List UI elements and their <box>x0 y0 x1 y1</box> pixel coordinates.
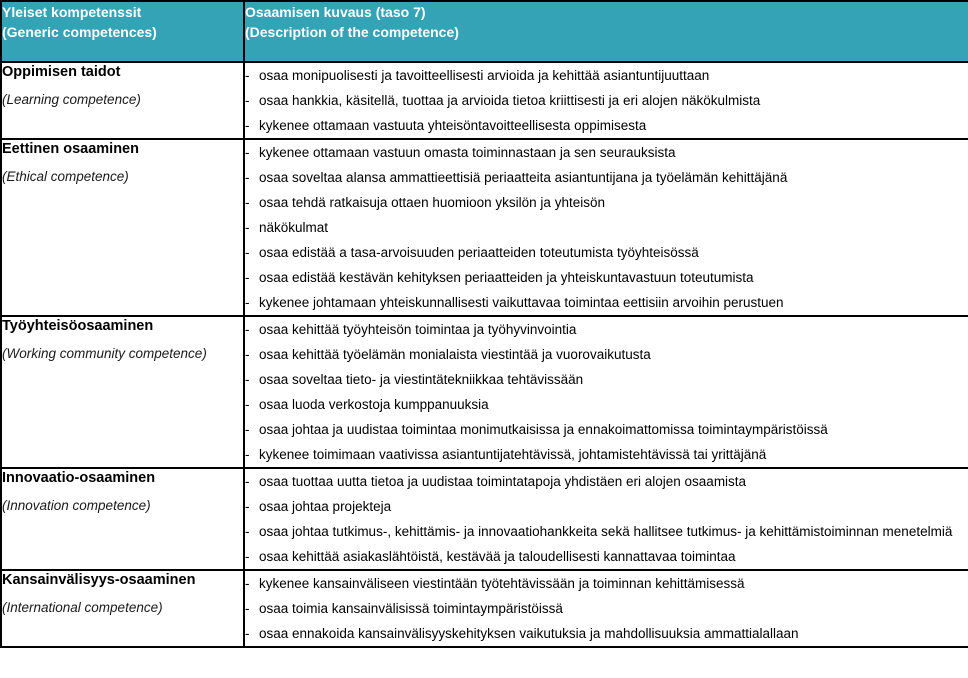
description-item <box>245 442 968 467</box>
description-item-text: osaa johtaa projekteja <box>259 499 392 514</box>
description-item <box>245 571 968 596</box>
description-item-text: kykenee toimimaan vaativissa asiantuntijatehtävissä, johtamistehtävissä tai yrittäjänä <box>259 447 767 462</box>
competence-description-cell <box>244 468 968 570</box>
description-item-text: osaa ennakoida kansainvälisyyskehityksen vaikutuksia ja mahdollisuuksia ammattialallaan <box>259 626 799 641</box>
header-cell-generic-competences <box>1 1 244 62</box>
description-item <box>245 113 968 138</box>
description-item <box>245 140 968 165</box>
description-item <box>245 519 968 544</box>
description-item <box>245 494 968 519</box>
competence-subtitle: (Working community competence) <box>2 346 207 361</box>
competence-subtitle: (Innovation competence) <box>2 498 151 513</box>
table-row <box>1 316 968 468</box>
description-item-text: kykenee ottamaan vastuuta yhteisöntavoitteellisesta oppimisesta <box>259 118 647 133</box>
bullet-dash: - <box>245 422 250 437</box>
bullet-dash: - <box>245 447 250 462</box>
description-item <box>245 469 968 494</box>
description-item-text: kykenee ottamaan vastuun omasta toiminnastaan ja sen seurauksista <box>259 145 676 160</box>
header-cell-competence-description <box>244 1 968 62</box>
competence-subtitle: (International competence) <box>2 600 163 615</box>
description-item <box>245 596 968 621</box>
description-item-text: osaa monipuolisesti ja tavoitteellisesti arvioida ja kehittää asiantuntijuuttaan <box>259 68 710 83</box>
competence-description-cell <box>244 570 968 647</box>
table-row <box>1 468 968 570</box>
table-row <box>1 570 968 647</box>
bullet-dash: - <box>245 499 250 514</box>
description-item-text: osaa tehdä ratkaisuja ottaen huomioon yksilön ja yhteisön <box>259 195 605 210</box>
description-item <box>245 190 968 215</box>
bullet-dash: - <box>245 118 250 133</box>
competence-subtitle: (Learning competence) <box>2 92 141 107</box>
competence-description-cell <box>244 62 968 139</box>
description-item <box>245 63 968 88</box>
description-item-text: osaa luoda verkostoja kumppanuuksia <box>259 397 489 412</box>
competence-name-cell <box>1 139 244 316</box>
description-item <box>245 367 968 392</box>
table-header <box>1 1 968 62</box>
description-item <box>245 240 968 265</box>
header-competence-description-en: (Description of the competence) <box>245 24 459 40</box>
description-item <box>245 265 968 290</box>
bullet-dash: - <box>245 195 250 210</box>
bullet-dash: - <box>245 220 250 235</box>
description-item <box>245 417 968 442</box>
description-item <box>245 621 968 646</box>
description-item <box>245 88 968 113</box>
bullet-dash: - <box>245 372 250 387</box>
bullet-dash: - <box>245 524 250 539</box>
description-item-text: kykenee kansainväliseen viestintään työtehtävissään ja toiminnan kehittämisessä <box>259 576 745 591</box>
bullet-dash: - <box>245 397 250 412</box>
description-item <box>245 342 968 367</box>
competence-subtitle: (Ethical competence) <box>2 169 129 184</box>
description-item-text: osaa soveltaa alansa ammattieettisiä periaatteita asiantuntijana ja työelämän kehittäjänä <box>259 170 788 185</box>
description-item-text: osaa kehittää asiakaslähtöistä, kestävää ja taloudellisesti kannattavaa toimintaa <box>259 549 736 564</box>
bullet-dash: - <box>245 145 250 160</box>
description-item <box>245 290 968 315</box>
table-body <box>1 62 968 647</box>
competence-title: Oppimisen taidot <box>2 64 121 80</box>
table-row <box>1 62 968 139</box>
competence-name-cell <box>1 62 244 139</box>
competence-title: Työyhteisöosaaminen <box>2 318 154 334</box>
bullet-dash: - <box>245 270 250 285</box>
bullet-dash: - <box>245 93 250 108</box>
description-item <box>245 317 968 342</box>
description-item-text: osaa edistää kestävän kehityksen periaatteiden ja yhteiskuntavastuun toteutumista <box>259 270 754 285</box>
competence-title: Eettinen osaaminen <box>2 141 139 157</box>
header-row <box>1 1 968 62</box>
competence-description-cell <box>244 139 968 316</box>
description-item-text: osaa toimia kansainvälisissä toimintaympäristöissä <box>259 601 563 616</box>
competence-description-cell <box>244 316 968 468</box>
bullet-dash: - <box>245 245 250 260</box>
bullet-dash: - <box>245 601 250 616</box>
description-item-text: osaa tuottaa uutta tietoa ja uudistaa toimintatapoja yhdistäen eri alojen osaamista <box>259 474 747 489</box>
description-item <box>245 165 968 190</box>
bullet-dash: - <box>245 347 250 362</box>
description-item <box>245 392 968 417</box>
bullet-dash: - <box>245 576 250 591</box>
bullet-dash: - <box>245 626 250 641</box>
bullet-dash: - <box>245 474 250 489</box>
description-item-text: osaa kehittää työelämän monialaista viestintää ja vuorovaikutusta <box>259 347 651 362</box>
competence-name-cell <box>1 570 244 647</box>
competence-name-cell <box>1 316 244 468</box>
description-item <box>245 215 968 240</box>
header-competence-description-fi: Osaamisen kuvaus (taso 7) <box>245 4 426 20</box>
competence-title: Innovaatio-osaaminen <box>2 470 156 486</box>
description-item-text: kykenee johtamaan yhteiskunnallisesti vaikuttavaa toimintaa eettisiin arvoihin perustuen <box>259 295 784 310</box>
description-item <box>245 544 968 569</box>
bullet-dash: - <box>245 170 250 185</box>
description-item-text: osaa soveltaa tieto- ja viestintätekniikkaa tehtävissään <box>259 372 584 387</box>
description-item-text: osaa johtaa tutkimus-, kehittämis- ja innovaatiohankkeita sekä hallitsee tutkimus- ja kehittämistoiminnan menetelmiä <box>259 524 953 539</box>
competence-title: Kansainvälisyys-osaaminen <box>2 572 196 588</box>
description-item-text: osaa johtaa ja uudistaa toimintaa monimutkaisissa ja ennakoimattomissa toimintaympäristöissä <box>259 422 828 437</box>
description-item-text: näkökulmat <box>259 220 329 235</box>
bullet-dash: - <box>245 68 250 83</box>
description-item-text: osaa hankkia, käsitellä, tuottaa ja arvioida tietoa kriittisesti ja eri alojen näkökulmista <box>259 93 761 108</box>
description-item-text: osaa edistää a tasa-arvoisuuden periaatteiden toteutumista työyhteisössä <box>259 245 699 260</box>
bullet-dash: - <box>245 549 250 564</box>
table-row <box>1 139 968 316</box>
bullet-dash: - <box>245 295 250 310</box>
competence-name-cell <box>1 468 244 570</box>
header-generic-competences-fi: Yleiset kompetenssit <box>2 4 142 20</box>
bullet-dash: - <box>245 322 250 337</box>
description-item-text: osaa kehittää työyhteisön toimintaa ja työhyvinvointia <box>259 322 577 337</box>
header-generic-competences-en: (Generic competences) <box>2 24 157 40</box>
